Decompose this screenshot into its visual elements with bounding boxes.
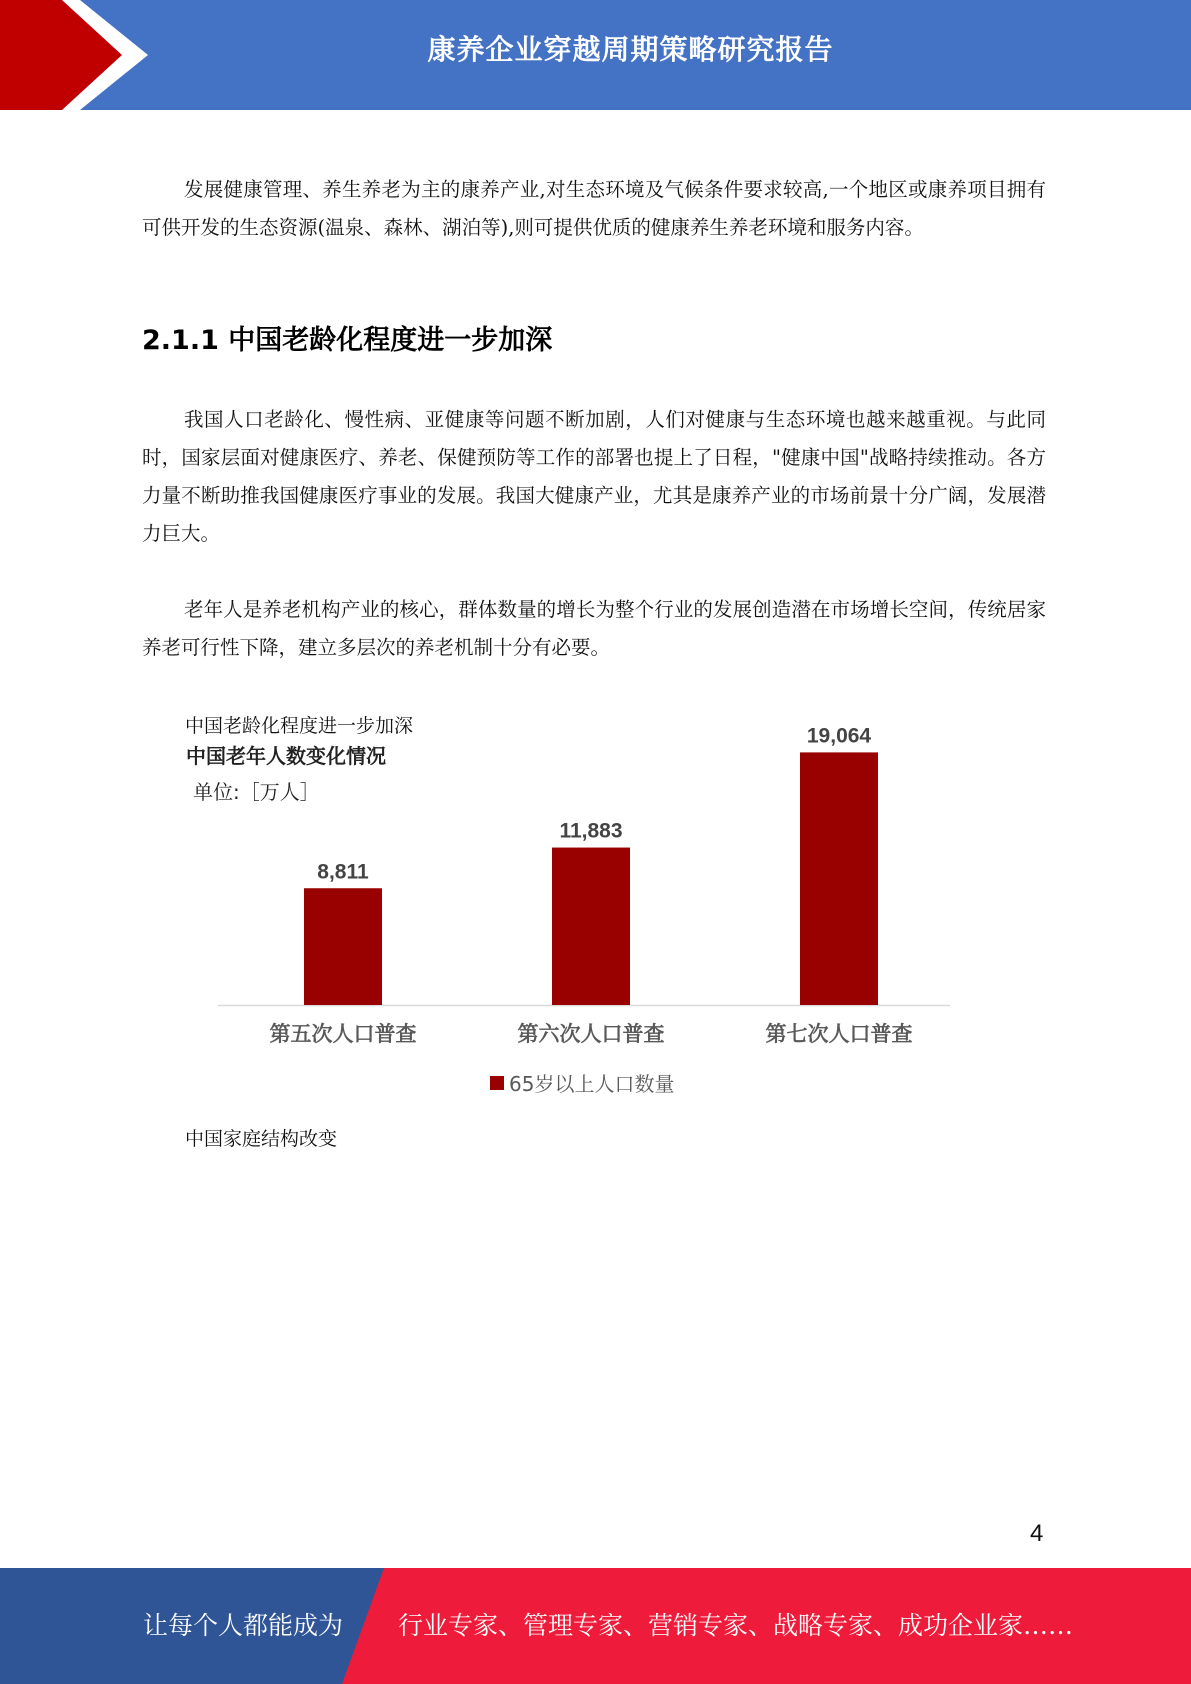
bar-3 [800, 752, 878, 1005]
bar-value-label-3: 19,064 [806, 724, 872, 748]
chart-unit: 单位:［万人］ [193, 780, 320, 804]
page-number: 4 [1030, 1520, 1044, 1547]
category-label-1: 第五次人口普查 [269, 1022, 417, 1046]
paragraph-aging: 我国人口老龄化、慢性病、亚健康等问题不断加剧，人们对健康与生态环境也越来越重视。与此同时，国家层面对健康医疗、养老、保健预防等工作的部署也提上了日程，"健康中国"战略持续推动。各方力量不断助推我国健康医疗事业的发展。我国大健康产业，尤其是康养产业的市场前景十分广阔，发展潜力巨大。 [142, 408, 1046, 545]
bar-2 [552, 848, 630, 1005]
category-label-2: 第六次人口普查 [517, 1022, 665, 1046]
figure-caption-family: 中国家庭结构改变 [185, 1128, 338, 1150]
figure-caption-aging: 中国老龄化程度进一步加深 [185, 715, 414, 737]
bar-value-label-1: 8,811 [317, 860, 369, 884]
paragraph-ecology: 发展健康管理、养生养老为主的康养产业,对生态环境及气候条件要求较高,一个地区或康养项目拥有可供开发的生态资源(温泉、森林、湖泊等),则可提供优质的健康养生养老环境和服务内容。 [142, 178, 1046, 239]
legend-swatch [490, 1076, 504, 1090]
bar-1 [304, 888, 382, 1005]
chart-legend [490, 1068, 674, 1097]
paragraph-elderly: 老年人是养老机构产业的核心，群体数量的增长为整个行业的发展创造潜在市场增长空间，传统居家养老可行性下降，建立多层次的养老机制十分有必要。 [142, 598, 1046, 659]
bar-value-label-2: 11,883 [559, 819, 623, 843]
legend-label: 65岁以上人口数量 [509, 1072, 675, 1096]
chart-title: 中国老年人数变化情况 [186, 744, 386, 768]
report-title: 康养企业穿越周期策略研究报告 [427, 33, 834, 66]
section-heading: 2.1.1 中国老龄化程度进一步加深 [142, 325, 553, 356]
footer-expert-list: 行业专家、管理专家、营销专家、战略专家、成功企业家…… [398, 1611, 1074, 1640]
page-footer [0, 1568, 1191, 1684]
page-header [0, 0, 1191, 110]
category-label-3: 第七次人口普查 [765, 1022, 913, 1046]
footer-slogan: 让每个人都能成为 [143, 1611, 344, 1640]
